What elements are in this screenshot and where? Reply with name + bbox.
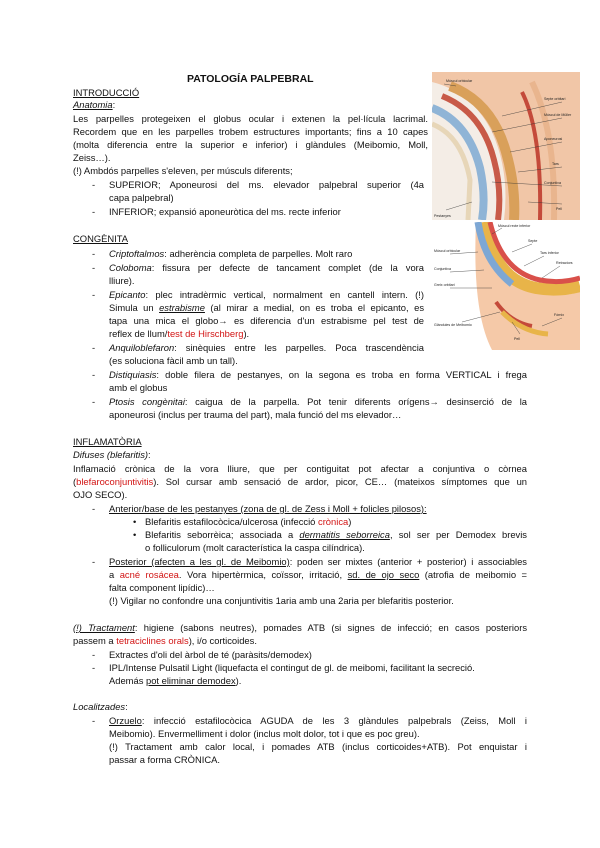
anterior-blefaritis-heading: Anterior/base de les pestanyes (zona de gl. de Zess i Moll + folicles pilosos): <box>109 503 427 514</box>
congenita-distiquiasis-line1: Distiquiasis: doble filera de pestanyes, on la segona es troba en forma VERTICAL i frega <box>109 369 527 380</box>
inflamatoria-p1-line3: OJO SECO). <box>73 489 128 500</box>
intro-p1-line1: Les parpelles protegeixen el globus ocular i extenen la pel·lícula lacrimal. <box>73 113 428 124</box>
posterior-line1: Posterior (afecten a les gl. de Meibomio): poden ser mixtes (anterior + posterior) i associables <box>109 556 527 567</box>
anterior-sub2-line2: o folliculorum (molt característica la caspa cilíndrica). <box>145 542 365 553</box>
bullet-dash: - <box>92 206 96 217</box>
congenita-criptoftalmos: Criptoftalmos: adherència completa de parpelles. Molt raro <box>109 248 353 259</box>
tractament-line2: passem a tetraciclines orals), i/o corticoides. <box>73 635 257 646</box>
intro-p1-line2: Recordem que en les parpelles trobem estructures importants; fins a 10 capes <box>73 126 428 137</box>
intro-subheading: Anatomia: <box>73 99 116 110</box>
bullet-dash: - <box>92 248 96 259</box>
fig-bottom-label: Septe <box>528 239 538 243</box>
congenita-epicanto-line1: Epicanto: plec intradèrmic vertical, normalment en cantell intern. (!) <box>109 289 424 300</box>
posterior-line4: (!) Vigilar no confondre una conjuntivitis 1aria amb una 2aria per blefaritis posterior. <box>109 595 454 606</box>
bullet-dash: - <box>92 262 96 273</box>
congenita-ptosis-line2: aponeurosi (inclus per trauma del part), mala funció del ms elevador… <box>109 409 402 420</box>
fig-bottom-label: Glàndules de Meibomio <box>434 323 472 327</box>
lower-eyelid-anatomy-figure <box>432 222 580 350</box>
intro-bullet-inferior: INFERIOR; expansió aponeuròtica del ms. recte inferior <box>109 206 341 217</box>
congenita-ptosis-line1: Ptosis congènitai: caigua de la parpella. Pot tenir diferents orígens→ desinserció de la <box>109 396 527 407</box>
inflamatoria-p1-line2: (blefaroconjuntivitis). Sol cursar amb sensació de ardor, picor, CE… (mateixos símptomes que un <box>73 476 527 487</box>
congenita-anquiloblefaron-line1: Anquiloblefaron: sinèquies entre les parpelles. Poca trascendència <box>109 342 424 353</box>
congenita-coloboma-line1: Coloboma: fissura per defecte de tancament complet (de la vora <box>109 262 424 273</box>
fig-bottom-label: Fòrnix <box>554 313 564 317</box>
page-title: PATOLOGÍA PALPEBRAL <box>187 73 314 85</box>
upper-eyelid-anatomy-figure <box>432 72 580 220</box>
bullet-dash: - <box>92 662 96 673</box>
intro-p2: (!) Ambdós parpelles s'eleven, per músculs diferents; <box>73 165 293 176</box>
bullet-dash: - <box>92 369 96 380</box>
fig-top-label: Tars <box>552 162 559 166</box>
inflamatoria-heading: INFLAMATÒRIA <box>73 436 142 447</box>
intro-heading: INTRODUCCIÓ <box>73 87 140 98</box>
orzuelo-line4: passar a forma CRÒNICA. <box>109 754 220 765</box>
orzuelo-line1: Orzuelo: infecció estafilocòcica AGUDA de les 3 glàndules palpebrals (Zeiss, Moll i <box>109 715 527 726</box>
congenita-heading: CONGÈNITA <box>73 233 129 244</box>
fig-bottom-label: Múscul orbicular <box>434 249 461 253</box>
tractament-bullet1: Extractes d'oli del àrbol de té (paràsits/demodex) <box>109 649 312 660</box>
fig-bottom-label: Retractors <box>556 261 573 265</box>
fig-top-label: Septe orbitari <box>544 97 566 101</box>
fig-bottom-label: Múscul recte inferior <box>498 224 531 228</box>
bullet-dash: - <box>92 289 96 300</box>
posterior-line2: a acné rosácea. Vora hipertèrmica, coïssor, irritació, sd. de ojo seco (atrofia de meibomio = <box>109 569 528 580</box>
bullet-dash: - <box>92 503 96 514</box>
fig-top-label: Pestanyes <box>434 214 451 218</box>
bullet-dash: - <box>92 342 96 353</box>
bullet-dash: - <box>92 715 96 726</box>
fig-top-label: Múscul orbicular <box>446 79 473 83</box>
intro-p1-line3: (molta diferencia entre la superior e inferior) i glàndules (Meibomio, Moll, <box>73 139 428 150</box>
tractament-line1: (!) Tractament: higiene (sabons neutres), pomades ATB (si signes de infecció; en casos posteriors <box>73 622 528 633</box>
bullet-dash: - <box>92 179 96 190</box>
inflamatoria-p1-line1: Inflamació crònica de la vora lliure, que per contiguitat pot afectar a conjuntiva o còrnea <box>73 463 527 474</box>
fig-bottom-label: Pell <box>514 337 520 341</box>
congenita-distiquiasis-line2: amb el globus <box>109 382 168 393</box>
fig-top-label: Conjuntiva <box>544 181 561 185</box>
fig-top-label: Pell <box>556 207 562 211</box>
orzuelo-line2: Meibomio). Envermelliment i dolor (inclus molt dolor, tot i que es poc greu). <box>109 728 420 739</box>
congenita-anquiloblefaron-line2: (es soluciona fàcil amb un tall). <box>109 355 238 366</box>
intro-bullet-superior-line1: SUPERIOR; Aponeurosi del ms. elevador palpebral superior (4a <box>109 179 424 190</box>
congenita-coloboma-line2: lliure). <box>109 275 135 286</box>
tractament-bullet2-line1: IPL/Intense Pulsatil Light (liquefacta el contingut de gl. de meibomi, facilitant la secreció. <box>109 662 475 673</box>
anterior-sub2-line1: Blefaritis seborrèica; associada a dermatitis seborreica, sol ser per Demodex brevis <box>145 529 527 540</box>
bullet-dot: • <box>133 529 137 540</box>
congenita-epicanto-line4: reflex de llum/test de Hirschberg). <box>109 328 250 339</box>
fig-top-label: Aponeurosi <box>544 137 563 141</box>
orzuelo-line3: (!) Tractament amb calor local, i pomades ATB (inclus corticoides+ATB). Pot enquistar i <box>109 741 527 752</box>
fig-bottom-label: Tars inferior <box>540 251 559 255</box>
fig-bottom-label: Greix orbitari <box>434 283 455 287</box>
intro-p1-line4: Zeiss…). <box>73 152 111 163</box>
congenita-epicanto-line3: tapa una mica el globo→ es diferencia d'un estrabisme pel test de <box>109 315 424 326</box>
fig-top-label: Múscul de Müller <box>544 113 572 117</box>
bullet-dot: • <box>133 516 137 527</box>
anterior-sub1: Blefaritis estafilocòcica/ulcerosa (infecció crònica) <box>145 516 352 527</box>
posterior-line3: falta component lipídic)… <box>109 582 215 593</box>
localitzades-heading: Localitzades: <box>73 701 128 712</box>
inflamatoria-subheading: Difuses (blefaritis): <box>73 449 151 460</box>
bullet-dash: - <box>92 396 96 407</box>
fig-bottom-label: Conjuntiva <box>434 267 451 271</box>
intro-bullet-superior-line2: capa palpebral) <box>109 192 174 203</box>
tractament-bullet2-line2: Además pot eliminar demodex). <box>109 675 242 686</box>
congenita-epicanto-line2: Simula un estrabisme (al mirar a medial, on es troba el epicanto, es <box>109 302 425 313</box>
bullet-dash: - <box>92 649 96 660</box>
bullet-dash: - <box>92 556 96 567</box>
